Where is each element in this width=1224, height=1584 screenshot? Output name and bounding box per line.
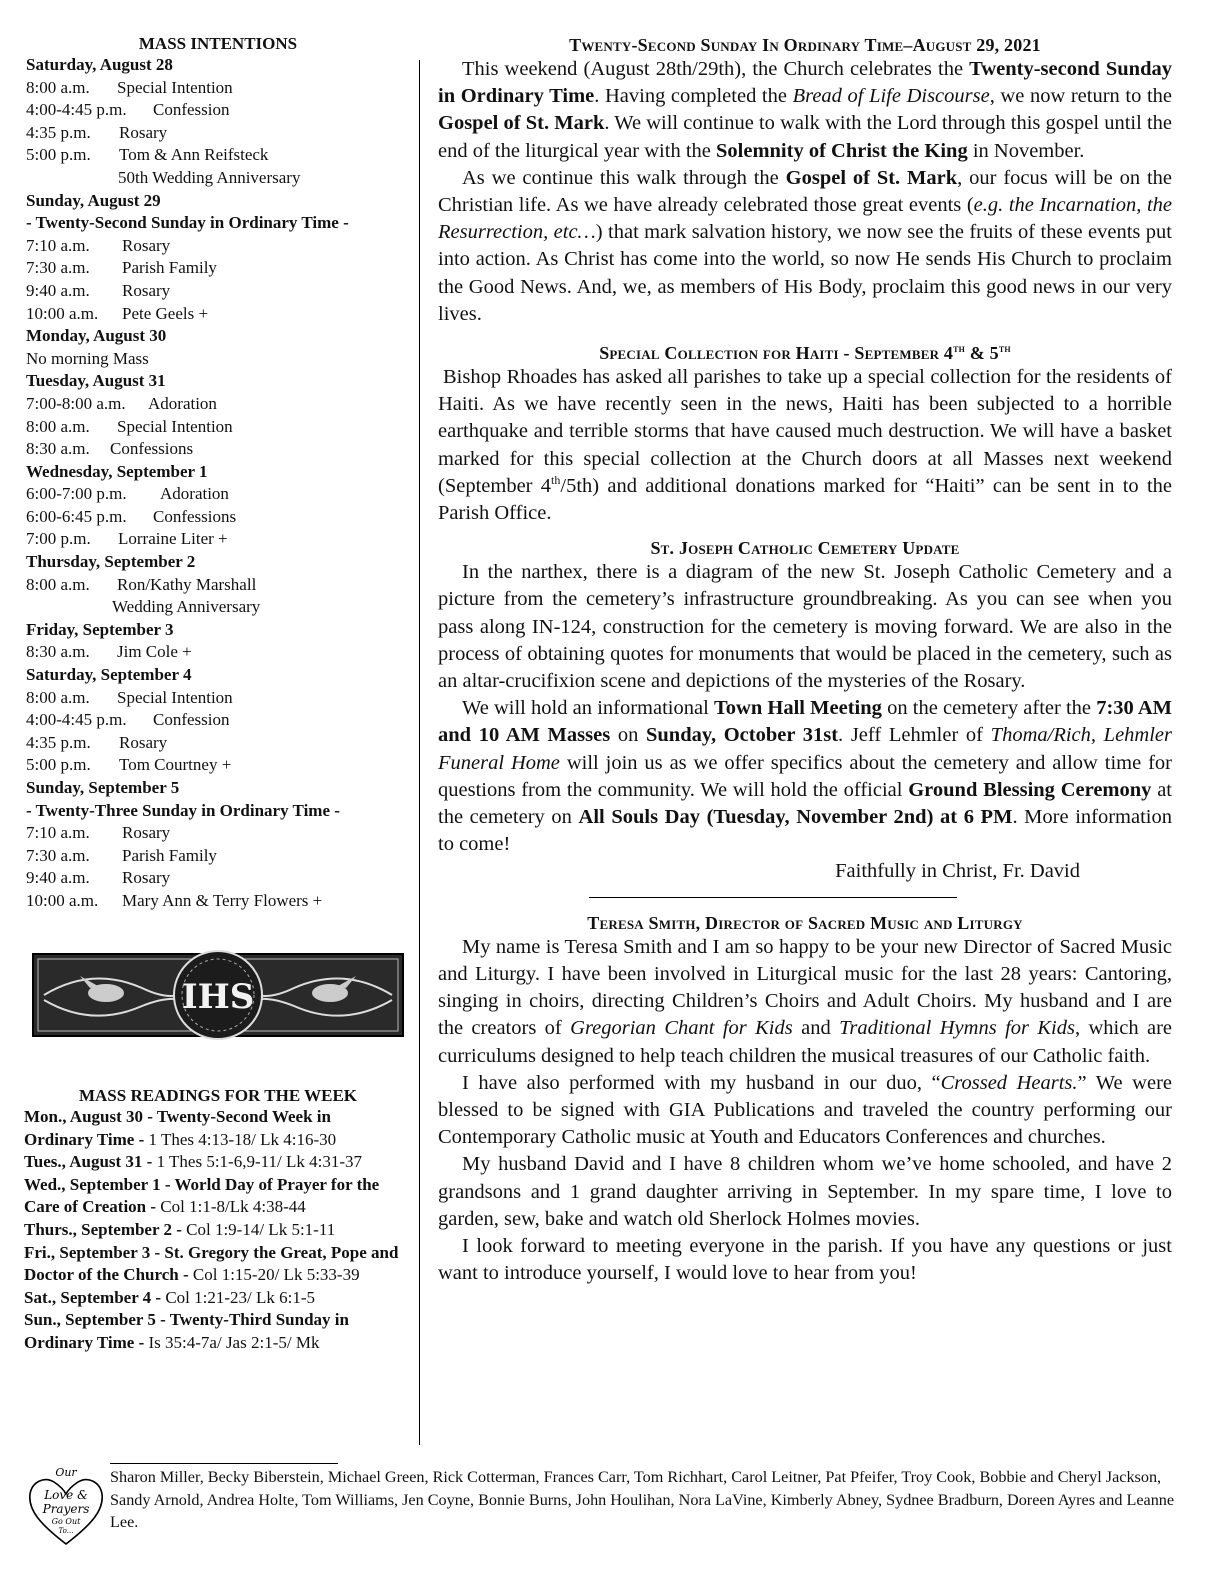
paragraph: I have also performed with my husband in our duo, “Crossed Hearts.” We were blessed to be signed with GIA Publications and traveled the country performing our Contemporary Catholic music at Youth and Educators Conferences and churches.	[438, 1071, 1172, 1149]
intention-row: 4:00-4:45 p.m. Confession	[26, 100, 230, 120]
day-block-fri-sep3	[26, 619, 410, 664]
day-heading: Saturday, August 28	[26, 55, 173, 74]
paragraph: As we continue this walk through the Gospel of St. Mark, our focus will be on the Christian life. As we have already celebrated those great events (e.g. the Incarnation, the Resurrection, etc…) that mark salvation history, we now see the fruits of these events put into action. As Christ has come into the world, so now He sends His Church to proclaim the Good News. And, we, as members of His Body, proclaim this good news in our very lives.	[438, 166, 1173, 325]
day-heading: Sunday, August 29	[26, 190, 161, 210]
teresa-title: Teresa Smith, Director of Sacred Music and Liturgy	[587, 912, 1023, 933]
day-block-sat-aug28	[26, 54, 410, 190]
day-block-wed-sep1	[26, 461, 410, 551]
day-block-sat-sep4	[26, 664, 410, 777]
intention-row: 6:00-6:45 p.m. Confessions	[26, 506, 237, 526]
intention-row: 8:30 a.m. Confessions	[26, 439, 194, 459]
intention-row: 7:00 p.m. Lorraine Liter +	[26, 529, 228, 549]
paragraph: This weekend (August 28th/29th), the Church celebrates the Twenty-second Sunday in Ordinary Time. Having completed the Bread of Life Discourse, we now return to the Gospel of St. Mark. We will continue to walk with the Lord through this gospel until the end of the liturgical year with the Solemnity of Christ the King in November.	[438, 58, 1172, 162]
svg-text:To...: To...	[58, 1527, 74, 1535]
day-heading: Wednesday, September 1	[26, 461, 208, 481]
cemetery-body	[438, 559, 1172, 858]
cemetery-title: St. Joseph Catholic Cemetery Update	[650, 538, 960, 559]
left-divider	[110, 1463, 338, 1464]
intention-row: 10:00 a.m. Pete Geels +	[26, 303, 209, 323]
intention-row: 4:35 p.m. Rosary	[26, 732, 168, 752]
intention-row: 4:00-4:45 p.m. Confession	[26, 710, 230, 730]
teresa-body	[438, 934, 1172, 1288]
main-article-body	[438, 56, 1172, 328]
day-heading: Monday, August 30	[26, 326, 167, 346]
intention-row: 5:00 p.m. Tom & Ann Reifsteck	[26, 145, 269, 165]
intention-row: 8:00 a.m. Ron/Kathy Marshall	[26, 574, 257, 594]
reading-item: Tues., August 31 - 1 Thes 5:1-6,9-11/ Lk 4:31-37	[24, 1152, 362, 1172]
day-block-sun-sep5	[26, 777, 410, 913]
day-heading: Sunday, September 5	[26, 778, 180, 797]
reading-item: Wed., September 1 - World Day of Prayer for the Care of Creation - Col 1:1-8/Lk 4:38-44	[24, 1174, 380, 1217]
ihs-emblem-image	[32, 948, 404, 1042]
svg-text:Love &: Love &	[44, 1488, 88, 1502]
intention-row: 7:10 a.m. Rosary	[26, 235, 171, 255]
day-heading: Thursday, September 2	[26, 552, 196, 572]
main-article-title: Twenty-Second Sunday In Ordinary Time–August 29, 2021	[569, 35, 1041, 55]
paragraph: In the narthex, there is a diagram of the new St. Joseph Catholic Cemetery and a picture from the cemetery’s infrastructure groundbreaking. As you can see when you pass along IN-124, construction for the cemetery is moving forward. We are also in the process of obtaining quotes for monuments that would be placed in the cemetery, such as an altar-crucifixion scene and depictions of the mysteries of the Rosary.	[438, 561, 1172, 693]
intention-row: 8:00 a.m. Special Intention	[26, 77, 233, 97]
reading-item: Sun., September 5 - Twenty-Third Sunday in Ordinary Time - Is 35:4-7a/ Jas 2:1-5/ Mk	[24, 1310, 349, 1352]
mass-intentions-title: MASS INTENTIONS	[138, 34, 298, 53]
intention-row: 5:00 p.m. Tom Courtney +	[26, 755, 232, 775]
intention-row: 8:30 a.m. Jim Cole +	[26, 642, 192, 662]
intention-row: 7:30 a.m. Parish Family	[26, 845, 217, 865]
mass-intentions-column	[26, 34, 410, 913]
day-heading: Tuesday, August 31	[26, 371, 166, 391]
articles-column	[438, 34, 1172, 1287]
paragraph: We will hold an informational Town Hall Meeting on the cemetery after the 7:30 AM and 10 AM Masses on Sunday, October 31st. Jeff Lehmler of Thoma/Rich, Lehmler Funeral Home will join us as we offer specifics about the cemetery and allow time for questions from the community. We will hold the official Ground Blessing Ceremony at the cemetery on All Souls Day (Tuesday, November 2nd) at 6 PM. More information to come!	[438, 697, 1173, 856]
intention-note: 50th Wedding Anniversary	[118, 167, 301, 187]
reading-item: Fri., September 3 - St. Gregory the Great, Pope and Doctor of the Church - Col 1:15-20/ Lk 5:33-39	[24, 1242, 399, 1285]
paragraph: My husband David and I have 8 children whom we’ve home schooled, and have 2 grandsons and 1 grand daughter arriving in September. In my spare time, I love to garden, sew, bake and watch old Sherlock Holmes movies.	[438, 1153, 1172, 1230]
intention-row: 9:40 a.m. Rosary	[26, 868, 171, 888]
intention-note: Wedding Anniversary	[112, 597, 261, 617]
column-divider	[419, 60, 420, 1445]
svg-text:Prayers: Prayers	[42, 1502, 90, 1516]
intention-row: 6:00-7:00 p.m. Adoration	[26, 484, 229, 504]
svg-text:Our: Our	[55, 1466, 77, 1479]
day-heading: Friday, September 3	[26, 619, 174, 639]
reading-item: Sat., September 4 - Col 1:21-23/ Lk 6:1-5	[24, 1287, 316, 1307]
day-subtitle: - Twenty-Three Sunday in Ordinary Time -	[26, 800, 340, 820]
intention-row: 4:35 p.m. Rosary	[26, 122, 168, 142]
mass-readings-title: MASS READINGS FOR THE WEEK	[78, 1086, 358, 1105]
section-divider	[589, 897, 957, 898]
paragraph: Bishop Rhoades has asked all parishes to take up a special collection for the residents of Haiti. As we have recently seen in the news, Haiti has been subjected to a horrible earthquake and terrible storms that have caused much destruction. We will have a basket marked for this special collection at the Church doors at all Masses next weekend (September 4th/5th) and additional donations marked for “Haiti” can be sent in to the Parish Office.	[438, 366, 1172, 525]
intention-text: No morning Mass	[26, 348, 149, 368]
day-block-mon-aug30	[26, 325, 410, 370]
day-block-sun-aug29	[26, 190, 410, 326]
paragraph: I look forward to meeting everyone in the parish. If you have any questions or just want to introduce yourself, I would love to hear from you!	[438, 1234, 1172, 1285]
haiti-body	[438, 364, 1172, 527]
love-prayers-heart-icon	[26, 1466, 106, 1548]
intention-row: 7:00-8:00 a.m. Adoration	[26, 393, 217, 413]
svg-text:Go Out: Go Out	[51, 1517, 81, 1526]
intention-row: 7:10 a.m. Rosary	[26, 823, 171, 843]
intention-row: 8:00 a.m. Special Intention	[26, 416, 233, 436]
day-heading: Saturday, September 4	[26, 665, 192, 685]
signature: Faithfully in Christ, Fr. David	[835, 860, 1080, 883]
day-subtitle: - Twenty-Second Sunday in Ordinary Time -	[26, 213, 349, 233]
reading-item: Mon., August 30 - Twenty-Second Week in Ordinary Time - 1 Thes 4:13-18/ Lk 4:16-30	[24, 1107, 337, 1149]
day-block-tue-aug31	[26, 370, 410, 460]
ihs-monogram: IHS	[181, 977, 255, 1017]
haiti-title: Special Collection for Haiti - September 4th & 5th	[599, 343, 1011, 364]
intention-row: 9:40 a.m. Rosary	[26, 280, 171, 300]
intention-row: 8:00 a.m. Special Intention	[26, 687, 233, 707]
paragraph: My name is Teresa Smith and I am so happy to be your new Director of Sacred Music and Liturgy. I have been involved in Liturgical music for the last 28 years: Cantoring, singing in choirs, directing Children’s Choirs and Adult Choirs. My husband and I are the creators of Gregorian Chant for Kids and Traditional Hymns for Kids, which are curriculums designed to help teach children the musical treasures of our Catholic faith.	[438, 935, 1172, 1067]
mass-readings-list	[24, 1106, 404, 1355]
reading-item: Thurs., September 2 - Col 1:9-14/ Lk 5:1-11	[24, 1219, 336, 1239]
intention-row: 10:00 a.m. Mary Ann & Terry Flowers +	[26, 890, 323, 910]
intention-row: 7:30 a.m. Parish Family	[26, 258, 217, 278]
day-block-thu-sep2	[26, 551, 410, 619]
prayer-names: Sharon Miller, Becky Biberstein, Michael Green, Rick Cotterman, Frances Carr, Tom Richhart, Carol Leitner, Pat Pfeifer, Troy Cook, Bobbie and Cheryl Jackson, Sandy Arnold, Andrea Holte, Tom Williams, Jen Coyne, Bonnie Burns, John Houlihan, Nora LaVine, Kimberly Abney, Sydnee Bradburn, Doreen Ayres and Leanne Lee.	[110, 1468, 1175, 1531]
